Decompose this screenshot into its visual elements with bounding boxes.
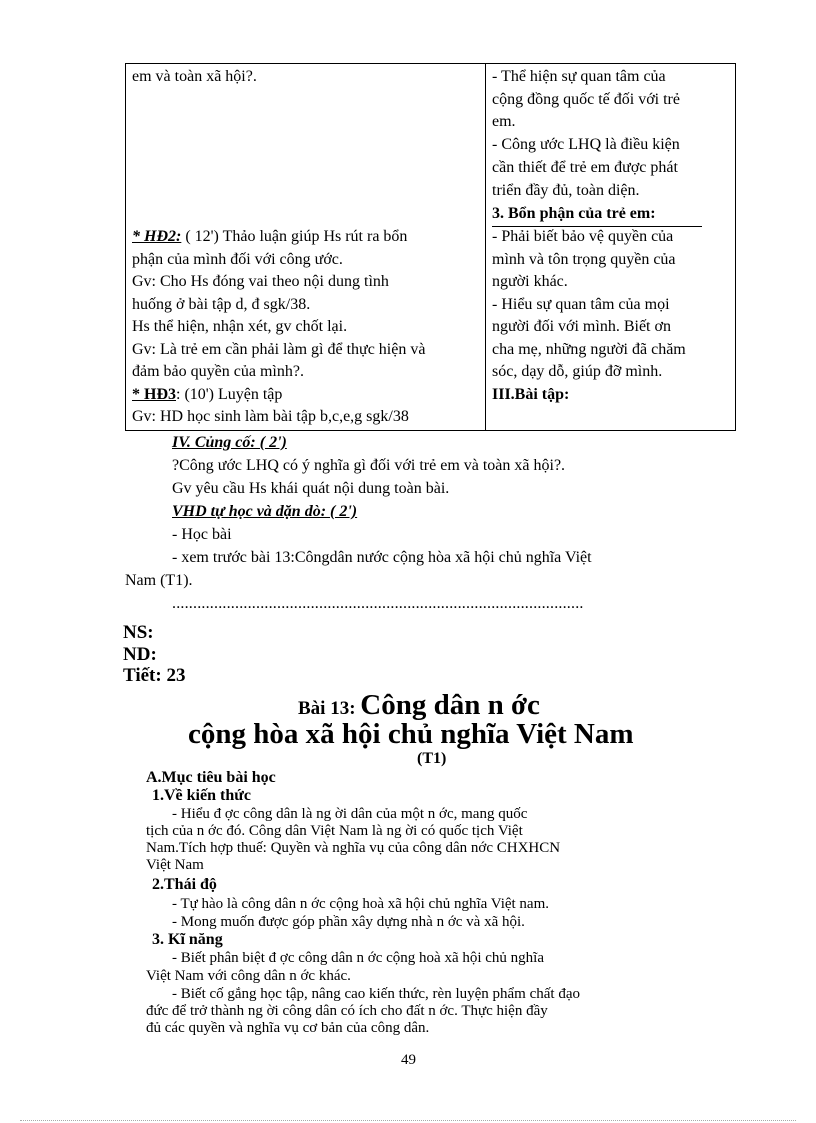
lesson-subtitle: (T1) xyxy=(417,750,447,767)
lesson-title-line2: cộng hòa xã hội chủ nghĩa Việt Nam xyxy=(188,718,634,750)
skills-line: - Biết phân biệt đ ợc công dân n ớc cộng hoà xã hội chủ nghĩa xyxy=(172,950,545,966)
skills-line: Việt Nam với công dân n ớc khác. xyxy=(146,968,351,984)
left-cell-line: em và toàn xã hội?. xyxy=(132,68,257,85)
left-cell-line: Gv: Cho Hs đóng vai theo nội dung tình xyxy=(132,273,389,290)
separator-dots: .................................................................................................. xyxy=(172,595,584,612)
period-label: Tiết: 23 xyxy=(123,665,186,686)
lesson-title: Bài 13: Công dân n ớc xyxy=(298,689,540,721)
right-cell-line: - Thể hiện sự quan tâm của xyxy=(492,68,666,85)
attitude-line: - Tự hào là công dân n ớc cộng hoà xã hội chủ nghĩa Việt nam. xyxy=(172,896,550,912)
homework-heading: VHD tự học và dặn dò: ( 2') xyxy=(172,503,358,520)
skills-line: đức để trở thành ng ời công dân có ích cho đất n ớc. Thực hiện đầy xyxy=(146,1003,548,1019)
section-heading: 3. Bổn phận của trẻ em: xyxy=(492,203,702,227)
left-cell-line: * HĐ3: (10') Luyện tập xyxy=(132,386,283,403)
right-cell-line: người đối với mình. Biết ơn xyxy=(492,318,671,335)
skills-heading: 3. Kĩ năng xyxy=(152,931,223,948)
page-number: 49 xyxy=(401,1052,416,1068)
right-cell-line: - Công ước LHQ là điều kiện xyxy=(492,136,680,153)
right-cell-line: - Phải biết bảo vệ quyền của xyxy=(492,228,674,245)
section-heading: III.Bài tập: xyxy=(492,386,570,403)
left-cell-line: Gv: Là trẻ em cần phải làm gì để thực hiện và xyxy=(132,341,426,358)
left-cell-line: Hs thể hiện, nhận xét, gv chốt lại. xyxy=(132,318,348,335)
homework-line: - xem trước bài 13:Côngdân nước cộng hòa xã hội chủ nghĩa Việt xyxy=(172,549,592,566)
left-cell-line: phận của mình đối với công ước. xyxy=(132,251,343,268)
activity-label: * HĐ3 xyxy=(132,386,176,403)
consolidation-line: Gv yêu cầu Hs khái quát nội dung toàn bài. xyxy=(172,480,450,497)
attitude-heading: 2.Thái độ xyxy=(152,876,217,893)
right-cell-line: - Hiểu sự quan tâm của mọi xyxy=(492,296,670,313)
consolidation-line: ?Công ước LHQ có ý nghĩa gì đối với trẻ em và toàn xã hội?. xyxy=(172,457,566,474)
knowledge-line: Nam.Tích hợp thuế: Quyền và nghĩa vụ của công dân nớc CHXHCN xyxy=(146,840,561,856)
left-cell-line: huống ở bài tập d, đ sgk/38. xyxy=(132,296,311,313)
right-cell-line: em. xyxy=(492,113,516,130)
right-cell-line: cha mẹ, những người đã chăm xyxy=(492,341,686,358)
nd-label: ND: xyxy=(123,644,157,665)
right-cell-line: cần thiết để trẻ em được phát xyxy=(492,159,678,176)
skills-line: - Biết cố gắng học tập, nâng cao kiến thức, rèn luyện phẩm chất đạo xyxy=(172,986,580,1002)
right-cell-line: cộng đồng quốc tế đối với trẻ xyxy=(492,91,680,108)
knowledge-line: tịch của n ớc đó. Công dân Việt Nam là ng ời có quốc tịch Việt xyxy=(146,823,523,839)
left-cell-line: * HĐ2: ( 12') Thảo luận giúp Hs rút ra bổn xyxy=(132,228,408,245)
consolidation-heading: IV. Củng cố: ( 2') xyxy=(172,434,287,451)
right-cell-line: sóc, dạy dỗ, giúp đỡ mình. xyxy=(492,363,663,380)
table-divider xyxy=(485,63,486,431)
objectives-heading: A.Mục tiêu bài học xyxy=(146,769,276,786)
left-cell-line: đảm bảo quyền của mình?. xyxy=(132,363,304,380)
page-border xyxy=(20,1120,796,1121)
homework-line: Nam (T1). xyxy=(125,572,193,589)
knowledge-line: Việt Nam xyxy=(146,857,204,873)
knowledge-heading: 1.Về kiến thức xyxy=(152,787,251,804)
right-cell-line: mình và tôn trọng quyền của xyxy=(492,251,676,268)
homework-line: - Học bài xyxy=(172,526,232,543)
right-cell-line: triển đầy đủ, toàn diện. xyxy=(492,182,640,199)
skills-line: đủ các quyền và nghĩa vụ cơ bản của công dân. xyxy=(146,1020,430,1036)
attitude-line: - Mong muốn được góp phần xây dựng nhà n ớc và xã hội. xyxy=(172,914,525,930)
right-cell-line: người khác. xyxy=(492,273,568,290)
ns-label: NS: xyxy=(123,622,154,643)
knowledge-line: - Hiểu đ ợc công dân là ng ời dân của một n ớc, mang quốc xyxy=(172,806,528,822)
left-cell-line: Gv: HD học sinh làm bài tập b,c,e,g sgk/38 xyxy=(132,408,409,425)
activity-label: * HĐ2: xyxy=(132,228,182,245)
